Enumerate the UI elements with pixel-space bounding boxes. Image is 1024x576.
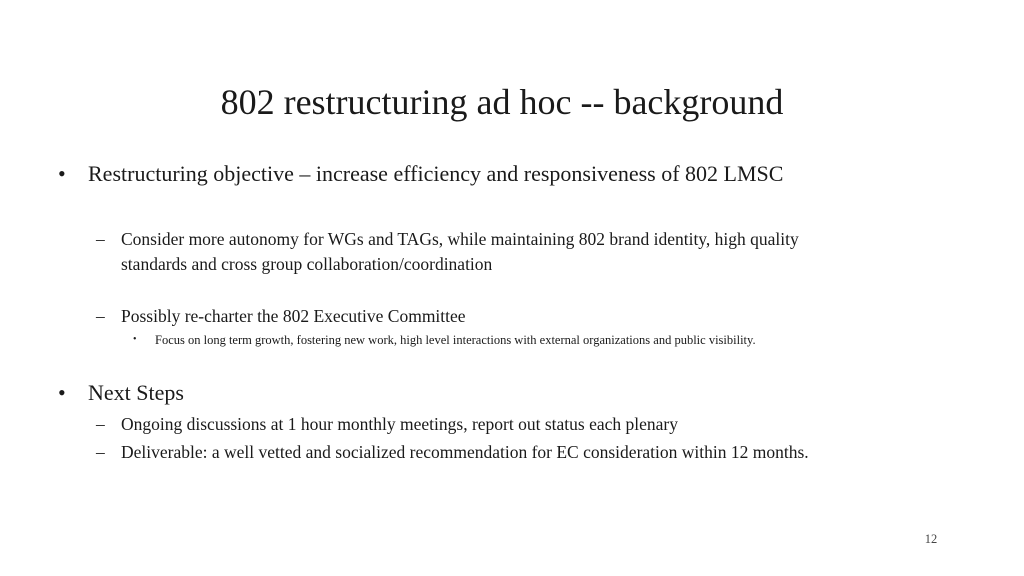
dash-marker: – [96, 306, 105, 326]
bullet-text: Next Steps [88, 380, 184, 405]
sub-bullet-text: standards and cross group collaboration/coordination [121, 254, 493, 274]
sub-bullet-text: Deliverable: a well vetted and socialized recommendation for EC consideration within 12 months. [121, 442, 809, 462]
bullet-marker: • [58, 380, 66, 405]
sub-bullet-text: Ongoing discussions at 1 hour monthly meetings, report out status each plenary [121, 414, 678, 434]
dash-marker: – [96, 414, 105, 434]
bullet-marker: • [133, 334, 137, 345]
sub-sub-bullet-text: Focus on long term growth, fostering new work, high level interactions with external organizations and public visibility. [155, 333, 756, 347]
dash-marker: – [96, 229, 105, 249]
sub-bullet-text: Consider more autonomy for WGs and TAGs, while maintaining 802 brand identity, high quality [121, 229, 799, 249]
bullet-marker: • [58, 161, 66, 186]
page-number: 12 [924, 532, 938, 546]
slide-title: 802 restructuring ad hoc -- background [220, 82, 784, 122]
bullet-text: Restructuring objective – increase efficiency and responsiveness of 802 LMSC [88, 161, 784, 186]
sub-bullet-text: Possibly re-charter the 802 Executive Committee [121, 306, 466, 326]
dash-marker: – [96, 442, 105, 462]
